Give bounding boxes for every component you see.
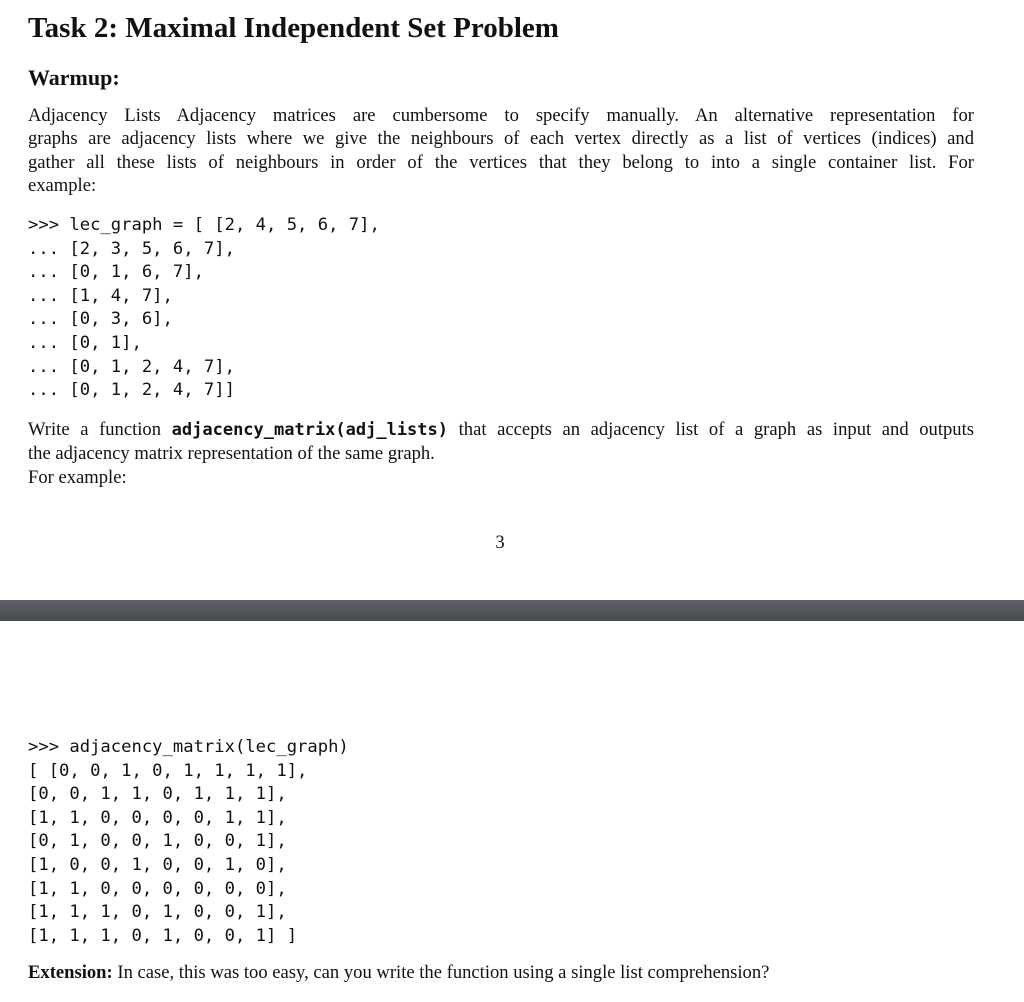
for-example-line: For example: — [28, 466, 127, 488]
code-line: [0, 1, 0, 0, 1, 0, 0, 1], — [28, 831, 287, 852]
task-title: Task 2: Maximal Independent Set Problem — [28, 12, 559, 44]
write-suffix: that accepts an adjacency list of a graph as input and outputs — [458, 419, 974, 440]
extension-paragraph — [28, 961, 769, 984]
intro-line: graphs are adjacency lists where we give the neighbours of each vertex directly as a list of vertices (indices) and — [28, 128, 974, 150]
intro-paragraph — [28, 104, 974, 197]
code-line: ... [0, 1, 2, 4, 7], — [28, 356, 235, 377]
extension-label: Extension: — [28, 962, 113, 983]
code-line: ... [0, 1, 2, 4, 7]] — [28, 380, 235, 401]
section-title-warmup: Warmup: — [28, 65, 120, 90]
code-line: [1, 0, 0, 1, 0, 0, 1, 0], — [28, 854, 287, 875]
code-line: [1, 1, 1, 0, 1, 0, 0, 1], — [28, 902, 287, 923]
document-page-2 — [0, 621, 1024, 1002]
code-line: [ [0, 0, 1, 0, 1, 1, 1, 1], — [28, 760, 308, 781]
code-line: [1, 1, 0, 0, 0, 0, 0, 0], — [28, 878, 287, 899]
lec-graph-code-block — [28, 214, 380, 403]
code-line: ... [1, 4, 7], — [28, 285, 173, 306]
write-prefix: Write a function — [28, 419, 162, 440]
code-line: ... [0, 1, 6, 7], — [28, 262, 204, 283]
code-line: >>> lec_graph = [ [2, 4, 5, 6, 7], — [28, 215, 380, 235]
extension-text: In case, this was too easy, can you write the function using a single list comprehension? — [117, 962, 770, 983]
intro-line: example: — [28, 174, 97, 196]
adjacency-matrix-code-block — [28, 736, 349, 948]
code-line: [1, 1, 0, 0, 0, 0, 1, 1], — [28, 807, 287, 828]
code-line: >>> adjacency_matrix(lec_graph) — [28, 737, 349, 757]
code-line: [0, 0, 1, 1, 0, 1, 1, 1], — [28, 784, 287, 805]
code-line: ... [0, 1], — [28, 332, 142, 353]
code-line: ... [0, 3, 6], — [28, 309, 173, 330]
page-number: 3 — [495, 532, 505, 553]
code-line: ... [2, 3, 5, 6, 7], — [28, 238, 235, 259]
code-line: [1, 1, 1, 0, 1, 0, 0, 1] ] — [28, 925, 298, 946]
intro-line: Adjacency Lists Adjacency matrices are cumbersome to specify manually. An alternative representation for — [28, 105, 974, 126]
write-line-2: the adjacency matrix representation of the same graph. — [28, 443, 435, 465]
write-line-1 — [28, 418, 974, 442]
page-separator — [0, 600, 1024, 621]
function-signature: adjacency_matrix(adj_lists) — [171, 420, 448, 440]
intro-line: gather all these lists of neighbours in order of the vertices that they belong to into a single container list. For — [28, 151, 974, 173]
write-function-paragraph — [28, 418, 974, 489]
